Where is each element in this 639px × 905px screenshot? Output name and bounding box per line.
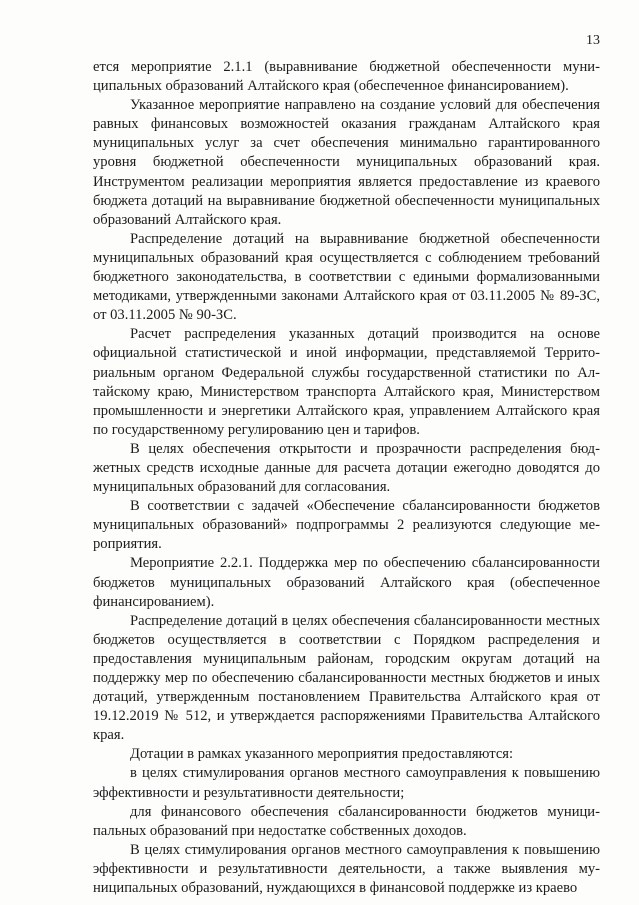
paragraph-6: В соответствии с задачей «Обеспечение сбалансированности бюджетов муниципальных образований» подпрограммы 2 реализуются следующие мероприятия. bbox=[93, 498, 600, 553]
paragraph-5: В целях обеспечения открытости и прозрачности распределения бюджетных средств исходные данные для расчета дотации ежегодно доводятся до муниципальных образований для согласования. bbox=[93, 440, 600, 496]
paragraph-8: Распределение дотаций в целях обеспечения сбалансированности местных бюджетов осуществляется в соответствии с Порядком распределения и предоставления муниципальным районам, городским округам дотаций на поддержку мер по обеспечению сбалансированности местных бюджетов и иных дотаций, утвержденным постановлением Правительства Алтайского края от 19.12.2019 № 512, и утверждается распоряжениями Правительства Алтайского края. bbox=[93, 612, 600, 744]
paragraph-11: для финансового обеспечения сбалансированности бюджетов муниципальных образований при недостатке собственных доходов. bbox=[93, 803, 600, 839]
paragraph-12: В целях стимулирования органов местного самоуправления к повышению эффективности и результативности деятельности, а также выявления муниципальных образований, нуждающихся в финансовой поддержке из краево bbox=[93, 841, 600, 897]
page-number: 13 bbox=[586, 33, 600, 48]
paragraph-9: Дотации в рамках указанного мероприятия предоставляются: bbox=[130, 746, 514, 763]
paragraph-10: в целях стимулирования органов местного самоуправления к повышению эффективности и результативности деятельности; bbox=[93, 765, 600, 801]
paragraph-4: Расчет распределения указанных дотаций производится на основе официальной статистической и иной информации, представляемой Территориальным органом Федеральной службы государственной статистики по Алтайскому краю, Министерством транспорта Алтайского края, Министерством промышленности и энергетики Алтайского края, управлением Алтайского края по государственному регулированию цен и тарифов. bbox=[93, 326, 600, 438]
paragraph-7: Мероприятие 2.2.1. Поддержка мер по обеспечению сбалансированности бюджетов муниципальных образований Алтайского края (обеспеченное финансированием). bbox=[93, 555, 600, 610]
paragraph-1: ется мероприятие 2.1.1 (выравнивание бюджетной обеспеченности муниципальных образований Алтайского края (обеспеченное финансированием). bbox=[93, 59, 600, 95]
paragraph-2: Указанное мероприятие направлено на создание условий для обеспечения равных финансовых возможностей оказания гражданам Алтайского края муниципальных услуг за счет обеспечения минимально гарантированного уровня бюджетной обеспеченности муниципальных образований края. Инструментом реализации мероприятия является предоставление из краевого бюджета дотаций на выравнивание бюджетной обеспеченности муниципальных образований Алтайского края. bbox=[93, 97, 600, 228]
document-body bbox=[93, 58, 600, 898]
paragraph-3: Распределение дотаций на выравнивание бюджетной обеспеченности муниципальных образований края осуществляется с соблюдением требований бюджетного законодательства, в соответствии с едиными формализованными методиками, утвержденными законами Алтайского края от 03.11.2005 № 89-ЗС, от 03.11.2005 № 90-ЗС. bbox=[93, 230, 600, 324]
